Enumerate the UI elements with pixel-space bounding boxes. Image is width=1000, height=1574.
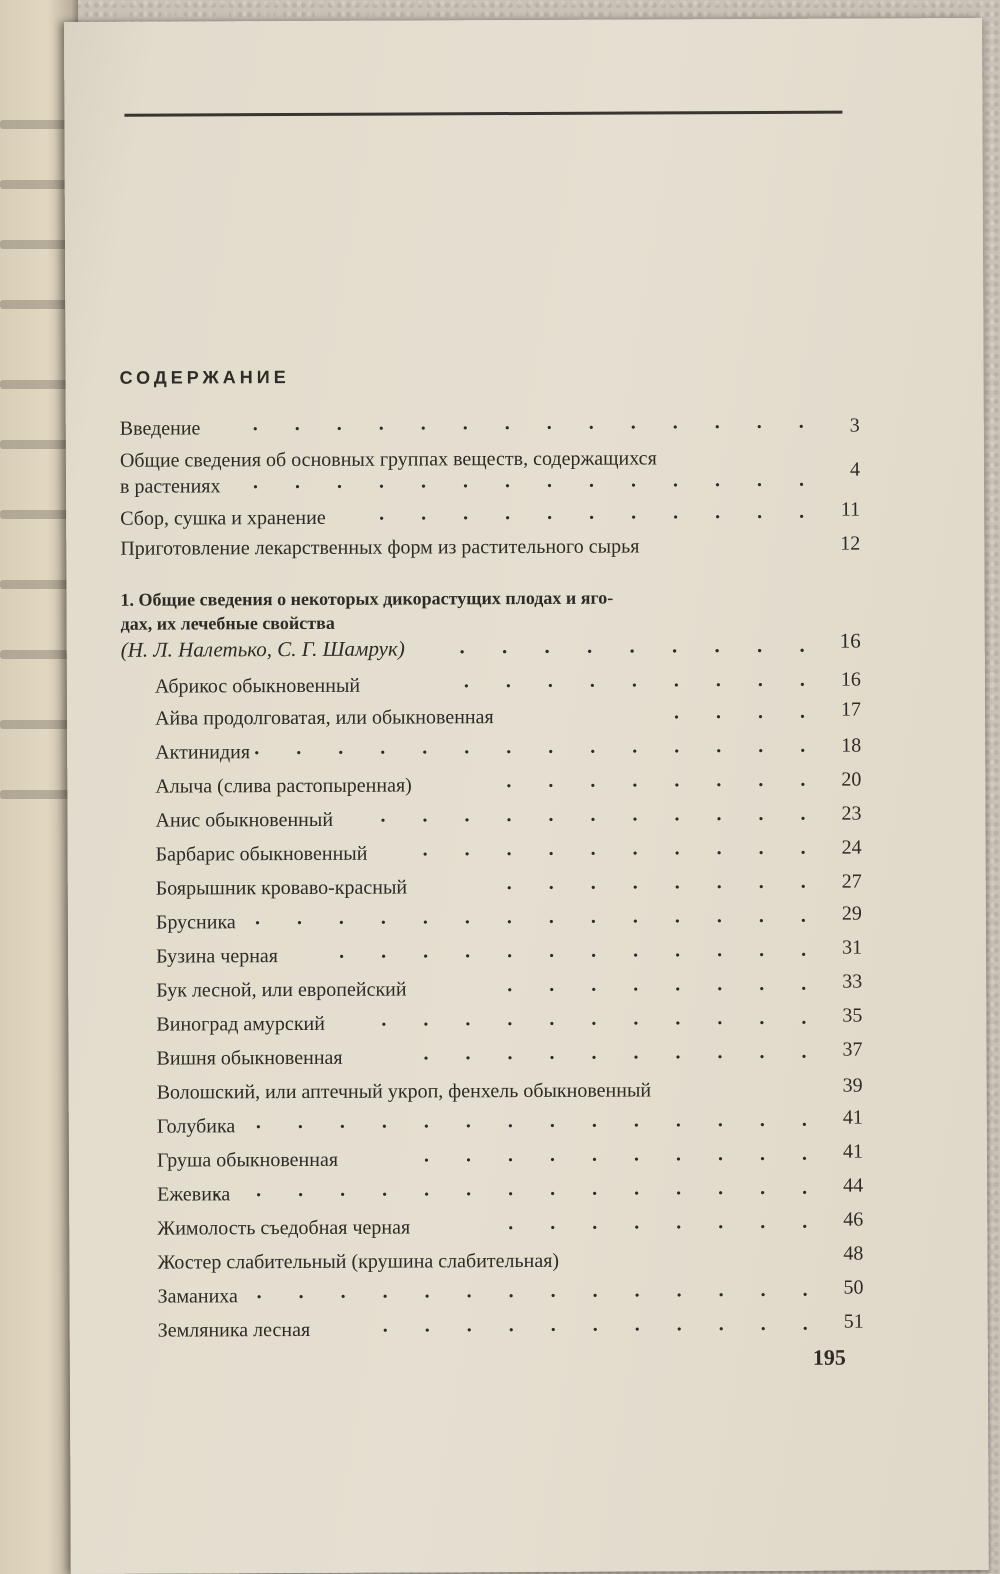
- toc-entry-page: 50: [843, 1276, 864, 1299]
- toc-entry-title: Виноград амурский: [156, 1012, 325, 1036]
- section-page: 16: [839, 628, 861, 653]
- toc-entry: [155, 836, 862, 869]
- bleed-through-text: [0, 120, 70, 129]
- toc-entry-page: 51: [843, 1310, 864, 1333]
- toc-entry-page: 41: [842, 1140, 863, 1163]
- leader-dots: . . . . . . . . . .: [422, 836, 822, 861]
- leader-dots: . . . . . . . .: [508, 1210, 824, 1235]
- toc-entry-title: Введение: [119, 417, 201, 440]
- toc-entry-page: 20: [841, 768, 862, 791]
- toc-entry: [120, 498, 861, 533]
- toc-entry-page: 31: [841, 936, 863, 959]
- section-authors-text: (Н. Л. Налетько, С. Г. Шамрук): [120, 636, 405, 662]
- leader-dots: . . . . . . . . . . .: [382, 1312, 824, 1337]
- toc-entry-title: Ежевика: [157, 1183, 231, 1206]
- toc-entry-page: 39: [842, 1074, 863, 1097]
- toc-entry: [155, 902, 862, 937]
- leader-dots: . . . . . . . . . . . . . .: [254, 904, 822, 930]
- toc-entry: [157, 1174, 864, 1209]
- toc-entry-title: Груша обыкновенная: [156, 1148, 339, 1172]
- bleed-through-text: [0, 180, 70, 189]
- toc-entry: [156, 936, 863, 971]
- page-number: 195: [812, 1344, 846, 1370]
- leader-dots: . . . . . . . . . . . . . .: [256, 1278, 824, 1304]
- section-title-line: 1. Общие сведения о некоторых дикорастущих плодах и яго-: [120, 587, 614, 610]
- toc-entry-title: Жостер слабительный (крушина слабительная): [157, 1249, 560, 1274]
- toc-entry-page: 35: [842, 1004, 863, 1027]
- toc-entry-title: Волошский, или аптечный укроп, фенхель обыкновенный: [156, 1079, 652, 1104]
- leader-dots: . . . . . . . . . . .: [379, 500, 821, 525]
- toc-entry: [157, 1242, 864, 1277]
- toc-entry: [157, 1310, 864, 1345]
- leader-dots: . . . . . . . . .: [463, 668, 821, 693]
- toc-entry-title: Актинидия: [155, 741, 251, 764]
- toc-entry: [154, 668, 861, 701]
- toc-entry-page: 46: [843, 1208, 864, 1231]
- toc-entry-page: 16: [840, 668, 861, 691]
- toc-entry: [156, 1074, 863, 1107]
- toc-entry: [120, 533, 860, 563]
- toc-entry: [119, 410, 860, 443]
- toc-entry: [156, 1140, 863, 1175]
- toc-entry-page: 23: [841, 802, 862, 825]
- toc-entry-page: 41: [842, 1106, 863, 1129]
- toc-entry-title: Абрикос обыкновенный: [154, 674, 361, 698]
- toc-entry-title: Алыча (слива растопыренная): [155, 774, 412, 798]
- bleed-through-text: [0, 650, 70, 659]
- toc-entry-title: Анис обыкновенный: [155, 808, 334, 832]
- leader-dots: . . . . . . . .: [507, 972, 823, 997]
- toc-entry-title: Брусника: [155, 911, 236, 934]
- bleed-through-text: [0, 720, 70, 729]
- leader-dots: . . . . . . . . . . . . . .: [255, 1108, 823, 1134]
- toc-entry-title: Айва продолговатая, или обыкновенная: [154, 706, 494, 730]
- toc-entry-title: Барбарис обыкновенный: [155, 842, 368, 866]
- bleed-through-text: [0, 790, 70, 799]
- toc-entry-title: Жимолость съедобная черная: [157, 1216, 411, 1240]
- toc-entry-page: 17: [840, 698, 862, 721]
- toc-entry-title-continued: в растениях: [119, 475, 221, 498]
- header-rule: [124, 111, 842, 117]
- bleed-through-text: [0, 580, 70, 589]
- toc-entry-title: Общие сведения об основных группах веществ, содержащихся: [119, 447, 657, 472]
- leader-dots: . . . . . . . .: [506, 870, 822, 895]
- toc-entry: [157, 1208, 864, 1243]
- toc-entry-title: Бузина черная: [156, 945, 279, 968]
- toc-entry-title: Заманиха: [157, 1285, 238, 1308]
- section-authors: [120, 628, 861, 663]
- leader-dots: . . . . . . . . . . .: [381, 1006, 823, 1031]
- toc-entry: [155, 768, 862, 801]
- toc-entry-page: 11: [840, 498, 861, 521]
- bleed-through-text: [0, 440, 70, 449]
- toc-entry-page: 4: [849, 458, 861, 481]
- toc-entry: [157, 1276, 864, 1311]
- bleed-through-text: [0, 380, 70, 389]
- leader-dots: . . . . . . . . .: [459, 632, 821, 659]
- contents-heading: СОДЕРЖАНИЕ: [119, 367, 290, 388]
- toc-entry: [155, 870, 862, 903]
- toc-entry-page: 37: [842, 1038, 863, 1061]
- toc-entry: [156, 1038, 863, 1073]
- toc-entry-page: 24: [841, 836, 862, 859]
- toc-entry-page: 48: [843, 1242, 864, 1265]
- toc-entry: [156, 1106, 863, 1141]
- toc-entry-title: Голубика: [156, 1115, 236, 1138]
- leader-dots: . . . .: [673, 700, 822, 724]
- toc-entry: [154, 698, 862, 733]
- toc-entry-title: Боярышник кроваво-красный: [155, 876, 408, 900]
- toc-entry-title: Сбор, сушка и хранение: [120, 506, 326, 530]
- toc-entry: [155, 734, 862, 767]
- leader-dots: . . . . . . . . . . . . . .: [252, 468, 821, 494]
- toc-entry: [156, 1004, 863, 1039]
- section-title-line: дах, их лечебные свойства: [120, 612, 335, 634]
- leader-dots: . . . . . . . .: [506, 768, 822, 793]
- toc-entry-page: 18: [841, 734, 862, 757]
- leader-dots: . . . . . . . . . .: [423, 1040, 823, 1065]
- toc-entry-page: 44: [843, 1174, 864, 1197]
- toc-entry-title: Бук лесной, или европейский: [156, 978, 407, 1002]
- book-page: [64, 18, 989, 1574]
- toc-entry-page: 29: [841, 902, 862, 925]
- leader-dots: . . . . . . . . . . . . . .: [254, 734, 822, 760]
- leader-dots: . . . . . . . . . . .: [380, 802, 822, 827]
- toc-entry-title: Вишня обыкновенная: [156, 1046, 343, 1070]
- toc-entry-page: 12: [840, 532, 861, 555]
- toc-entry: [156, 970, 863, 1005]
- leader-dots: . . . . . . . . . . . . . .: [252, 410, 820, 436]
- leader-dots: . . . . . . . . . . . . . . .: [214, 1176, 824, 1202]
- leader-dots: . . . . . . . . . . . .: [339, 938, 823, 963]
- toc-entry-page: 3: [849, 414, 860, 437]
- toc-entry-title: Земляника лесная: [157, 1318, 311, 1342]
- bleed-through-text: [0, 510, 70, 519]
- toc-entry: [155, 802, 862, 835]
- toc-entry-page: 33: [842, 970, 863, 993]
- toc-entry-title: Приготовление лекарственных форм из растительного сырья: [120, 535, 640, 560]
- toc-entry-page: 27: [841, 870, 862, 893]
- bleed-through-text: [0, 240, 70, 249]
- leader-dots: . . . . . . . . . .: [423, 1142, 823, 1167]
- bleed-through-text: [0, 300, 70, 309]
